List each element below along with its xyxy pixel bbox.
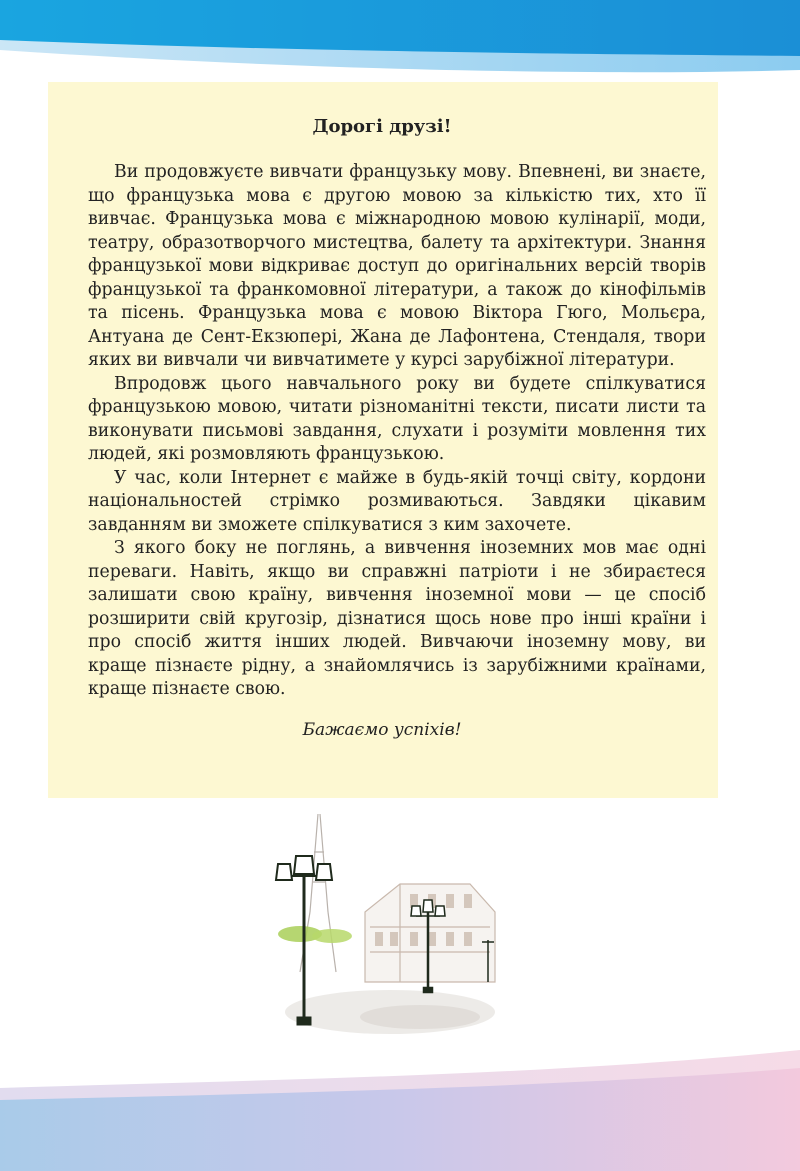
letter-paragraph: У час, коли Інтернет є майже в будь-якій точці світу, кордони національностей стрімко розмиваються. Завдяки цікавим завданням ви зможете спілкуватися з ким захочете. <box>88 467 706 535</box>
letter-paragraph: Ви продовжуєте вивчати французьку мову. Впевнені, ви знаєте, що французька мова є другою мовою за кількістю тих, хто її вивчає. Французька мова є міжнародною мовою кулінарії, моди, театру, образотворчого мистецтва, балету та архітектури. Знання французької мови відкриває доступ до оригінальних версій творів французької та франкомовної літератури, а також до кінофільмів та пісень. Французька мова є мовою Віктора Гюго, Мольєра, Антуана де Сент-Екзюпері, Жана де Лафонтена, Стендаля, твори яких ви вивчали чи вивчатимете у курсі зарубіжної літератури. <box>88 162 706 370</box>
bottom-decorative-band <box>0 1050 800 1171</box>
letter-paragraph: Впродовж цього навчального року ви будете спілкуватися французькою мовою, читати різноманітні тексти, писати листи та виконувати письмові завдання, слухати і розуміти мовлення тих людей, які розмовляють французькою. <box>88 373 706 464</box>
paris-street-lamps-eiffel-tower-icon <box>270 812 510 1040</box>
letter-closing: Бажаємо успіхів! <box>302 719 462 740</box>
letter-panel <box>48 82 718 798</box>
letter-greeting: Дорогі друзі! <box>312 116 452 137</box>
top-decorative-band <box>0 0 800 80</box>
letter-paragraph: З якого боку не поглянь, а вивчення іноземних мов має одні переваги. Навіть, якщо ви справжні патріоти і не збираєтеся залишати свою країну, вивчення іноземної мови — це спосіб розширити свій кругозір, дізнатися щось нове про інші країни і про спосіб життя інших людей. Вивчаючи іноземну мову, ви краще пізнаєте рідну, а знайомлячись із зарубіжними країнами, краще пізнаєте свою. <box>88 538 706 699</box>
